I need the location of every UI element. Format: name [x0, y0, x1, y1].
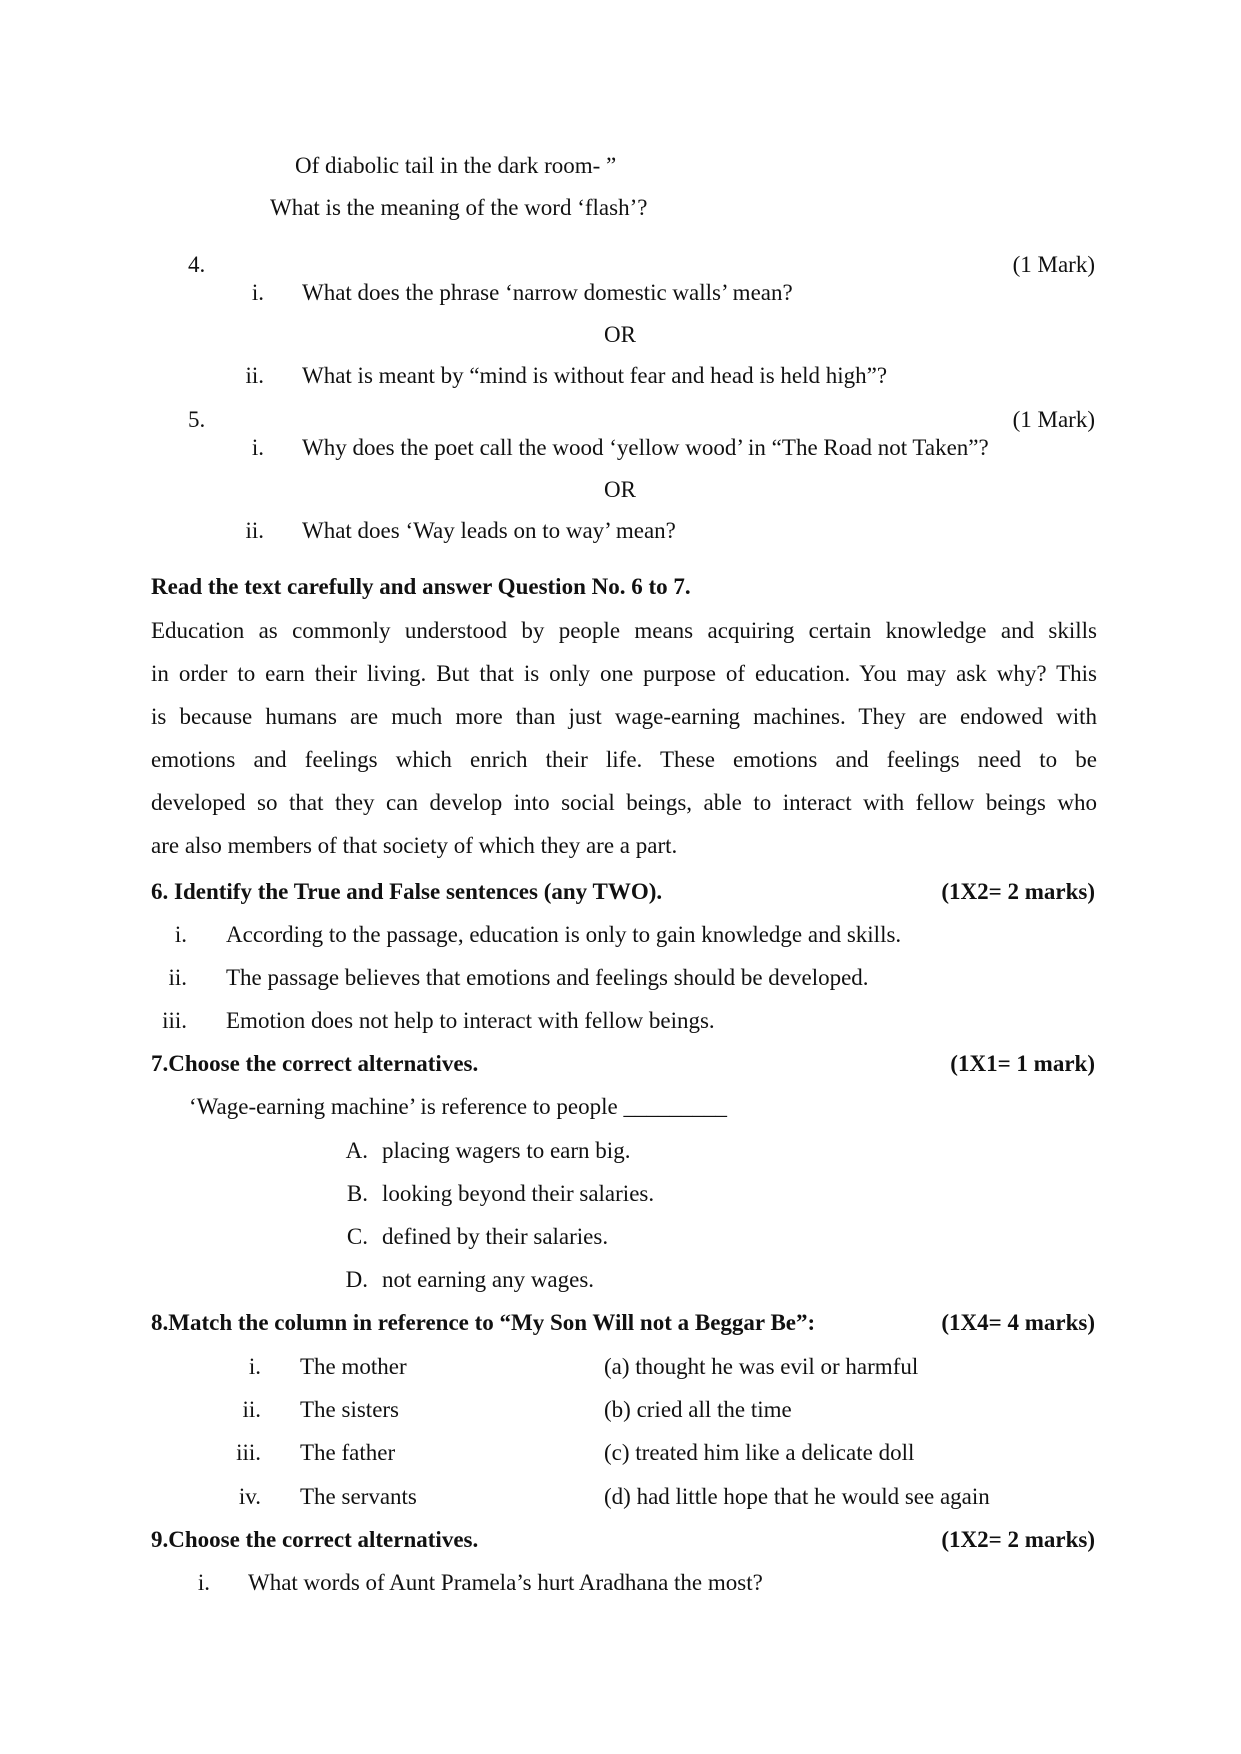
q6-item-text: Emotion does not help to interact with fellow beings.: [226, 1008, 715, 1033]
q7-option-letter: D.: [345, 1267, 368, 1292]
q4-option-text: What does the phrase ‘narrow domestic walls’ mean?: [302, 280, 793, 305]
poem-question: What is the meaning of the word ‘flash’?: [270, 195, 648, 220]
q4-option-numeral: i.: [251, 280, 264, 305]
q5-option-text: Why does the poet call the wood ‘yellow wood’ in “The Road not Taken”?: [302, 435, 989, 460]
q6-item-text: The passage believes that emotions and feelings should be developed.: [226, 965, 869, 990]
q8-row-right: (b) cried all the time: [604, 1397, 792, 1422]
q8-heading: 8.Match the column in reference to “My Son Will not a Beggar Be”:: [151, 1310, 816, 1335]
q4-or: OR: [604, 322, 636, 347]
q7-option-letter: C.: [346, 1224, 368, 1249]
q8-row-right: (d) had little hope that he would see again: [604, 1484, 990, 1509]
q7-option-text: looking beyond their salaries.: [382, 1181, 655, 1206]
q8-row-numeral: iv.: [238, 1484, 261, 1509]
q6-item-numeral: ii.: [168, 965, 187, 990]
q5-number: 5.: [188, 407, 206, 432]
q5-or: OR: [604, 477, 636, 502]
passage-heading: Read the text carefully and answer Question No. 6 to 7.: [151, 574, 691, 599]
q4-option-text: What is meant by “mind is without fear and head is held high”?: [302, 363, 888, 388]
passage-line: is because humans are much more than just wage-earning machines. They are endowed with: [151, 704, 1097, 729]
q8-row-right: (a) thought he was evil or harmful: [604, 1354, 919, 1379]
q6-item-numeral: i.: [174, 922, 187, 947]
passage-line: Education as commonly understood by people means acquiring certain knowledge and skills: [151, 618, 1097, 643]
q4-number: 4.: [188, 252, 206, 277]
q5-option-text: What does ‘Way leads on to way’ mean?: [302, 518, 676, 543]
q6-heading: 6. Identify the True and False sentences (any TWO).: [151, 879, 663, 904]
q8-marks: (1X4= 4 marks): [941, 1310, 1095, 1335]
q9-item-text: What words of Aunt Pramela’s hurt Aradhana the most?: [248, 1570, 763, 1595]
poem-line: Of diabolic tail in the dark room- ”: [295, 153, 617, 178]
q6-item-text: According to the passage, education is only to gain knowledge and skills.: [226, 922, 902, 947]
q9-item-numeral: i.: [197, 1570, 210, 1595]
q8-row-left: The mother: [300, 1354, 407, 1379]
q7-stem: ‘Wage-earning machine’ is reference to people _________: [189, 1094, 727, 1119]
passage-line: emotions and feelings which enrich their life. These emotions and feelings need to be: [151, 747, 1097, 772]
q7-option-text: placing wagers to earn big.: [382, 1138, 631, 1163]
q7-option-letter: B.: [346, 1181, 368, 1206]
q9-marks: (1X2= 2 marks): [941, 1527, 1095, 1552]
passage-line: in order to earn their living. But that is only one purpose of education. You may ask why? This: [151, 661, 1097, 686]
passage-line: developed so that they can develop into social beings, able to interact with fellow beings who: [151, 790, 1097, 815]
q8-row-numeral: i.: [248, 1354, 261, 1379]
q8-row-left: The father: [300, 1440, 396, 1465]
q5-marks: (1 Mark): [1012, 407, 1095, 432]
q7-option-letter: A.: [345, 1138, 368, 1163]
q8-row-left: The sisters: [300, 1397, 400, 1422]
q7-option-text: not earning any wages.: [382, 1267, 595, 1292]
q5-option-numeral: i.: [251, 435, 264, 460]
q6-item-numeral: iii.: [162, 1008, 187, 1033]
q7-marks: (1X1= 1 mark): [950, 1051, 1095, 1076]
q4-marks: (1 Mark): [1012, 252, 1095, 277]
q9-heading: 9.Choose the correct alternatives.: [151, 1527, 479, 1552]
q7-heading: 7.Choose the correct alternatives.: [151, 1051, 479, 1076]
q5-option-numeral: ii.: [245, 518, 264, 543]
passage-text: [151, 609, 1097, 867]
q6-marks: (1X2= 2 marks): [941, 879, 1095, 904]
passage-line: are also members of that society of which they are a part.: [151, 833, 678, 858]
q8-row-right: (c) treated him like a delicate doll: [604, 1440, 915, 1465]
q8-row-left: The servants: [300, 1484, 417, 1509]
q4-option-numeral: ii.: [245, 363, 264, 388]
q7-option-text: defined by their salaries.: [382, 1224, 609, 1249]
q8-row-numeral: ii.: [242, 1397, 261, 1422]
q8-row-numeral: iii.: [236, 1440, 261, 1465]
